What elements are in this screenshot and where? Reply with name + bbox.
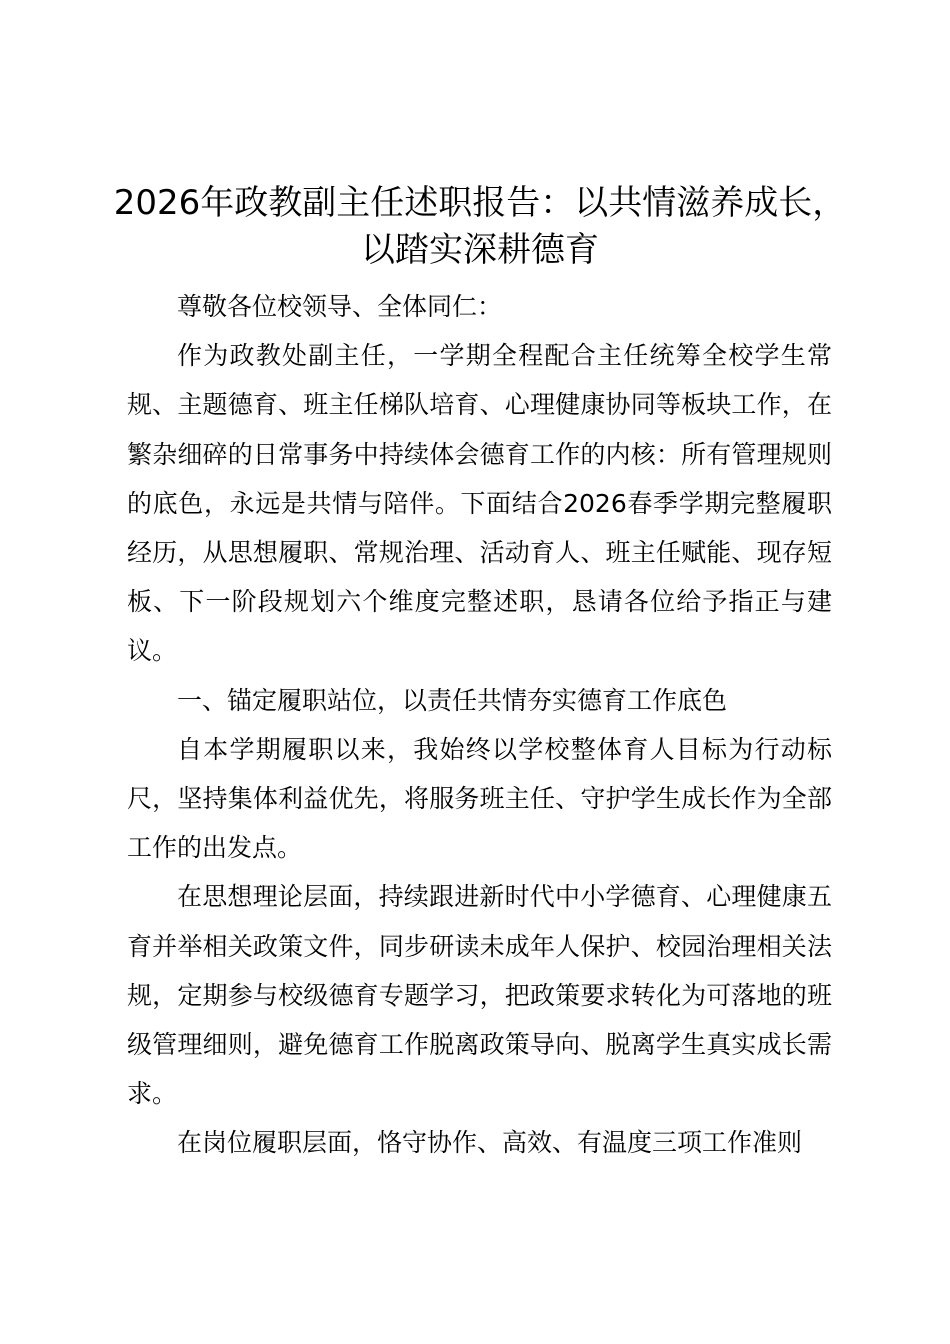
body-paragraph: 在岗位履职层面，恪守协作、高效、有温度三项工作准则 xyxy=(177,1128,803,1158)
document-body xyxy=(127,282,832,1168)
body-paragraph: 自本学期履职以来，我始终以学校整体育人目标为行动标尺，坚持集体利益优先，将服务班主任、守护学生成长作为全部工作的出发点。 xyxy=(127,734,832,863)
salutation: 尊敬各位校领导、全体同仁： xyxy=(177,292,503,321)
intro-paragraph: 作为政教处副主任，一学期全程配合主任统筹全校学生常规、主题德育、班主任梯队培育、心理健康协同等板块工作，在繁杂细碎的日常事务中持续体会德育工作的内核：所有管理规则的底色，永远是共情与陪伴。下面结合2026春季学期完整履职经历，从思想履职、常规治理、活动育人、班主任赋能、现存短板、下一阶段规划六个维度完整述职，恳请各位给予指正与建议。 xyxy=(127,341,832,666)
section-heading-1: 一、锚定履职站位，以责任共情夯实德育工作底色 xyxy=(177,685,728,715)
body-paragraph: 在思想理论层面，持续跟进新时代中小学德育、心理健康五育并举相关政策文件，同步研读未成年人保护、校园治理相关法规，定期参与校级德育专题学习，把政策要求转化为可落地的班级管理细则，避免德育工作脱离政策导向、脱离学生真实成长需求。 xyxy=(127,882,832,1109)
document-title: 2026年政教副主任述职报告：以共情滋养成长，以踏实深耕德育 xyxy=(113,183,847,270)
